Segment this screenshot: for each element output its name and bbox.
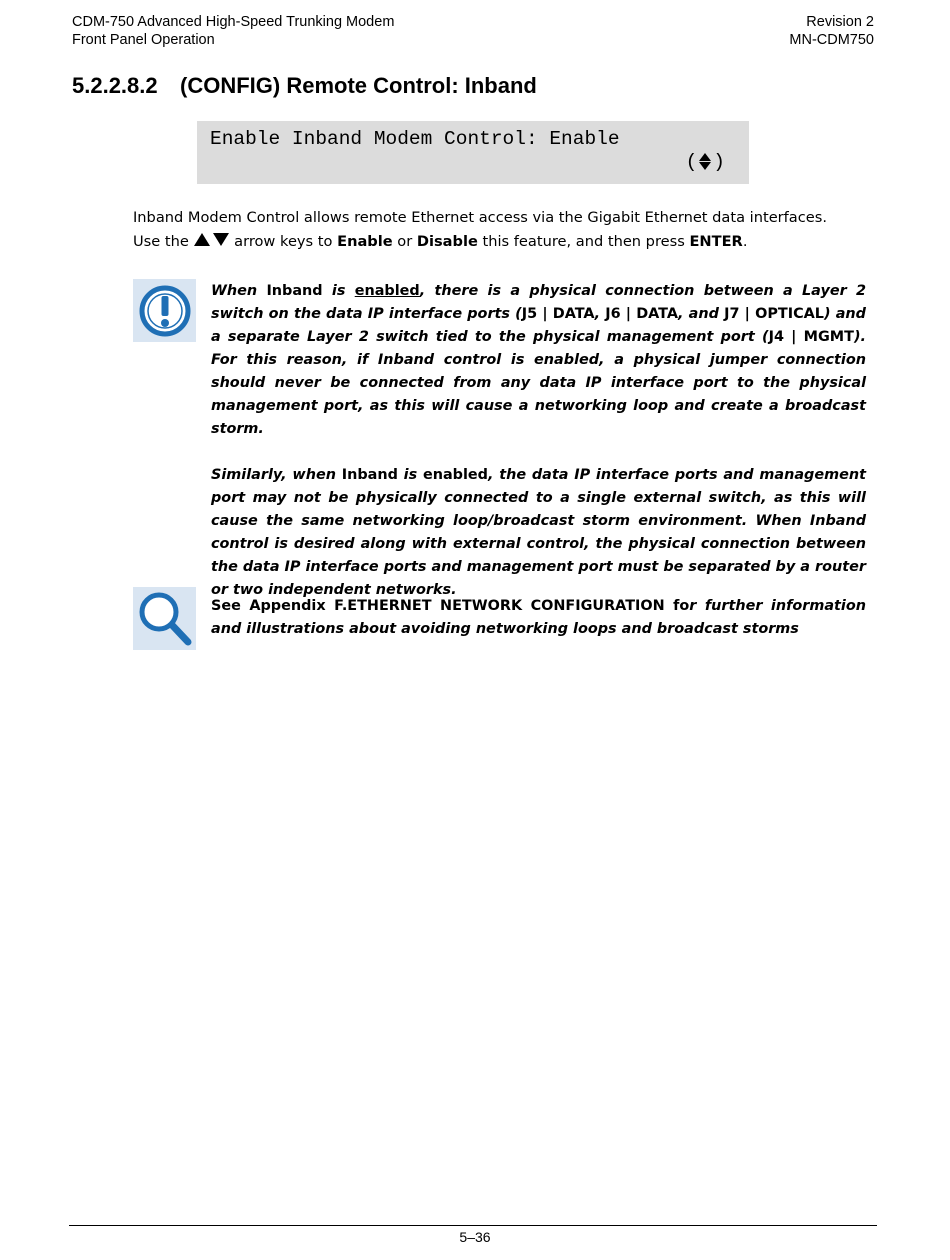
note-text-run: is [397, 467, 423, 483]
keyword-enabled: enabled [422, 467, 488, 483]
paragraph-spacer [211, 441, 866, 464]
note-text-run: When [211, 283, 267, 299]
up-arrow-icon [699, 153, 711, 161]
header-revision: Revision 2 [806, 14, 874, 30]
header-chapter: Front Panel Operation [72, 32, 215, 48]
page-header-right [789, 13, 874, 49]
front-panel-lcd [197, 121, 749, 184]
note-text-run: , [594, 306, 606, 322]
keyword-disable: Disable [416, 233, 478, 250]
caution-icon-box [133, 279, 196, 342]
caution-exclamation-icon [138, 284, 192, 338]
body-text-run: arrow keys to [229, 233, 338, 250]
reference-icon-box [133, 587, 196, 650]
body-text-run: or [392, 233, 417, 250]
body-text-run: . [742, 233, 748, 250]
lcd-paren-open: ( [685, 151, 698, 173]
keyword-enable: Enable [337, 233, 393, 250]
footer-divider [69, 1225, 877, 1226]
note-text-run: ). For this reason, if Inband control is enabled, a physical jumper connection should never be connected from any data IP interface port to the physical management port, as this will cause a networking loop and create a broadcast storm. [211, 329, 866, 437]
lcd-paren-close: ) [713, 151, 725, 173]
body-paragraph [133, 206, 874, 254]
reference-note [211, 595, 866, 641]
section-title: (CONFIG) Remote Control: Inband [180, 73, 537, 98]
magnifier-icon [135, 589, 195, 649]
port-j7: J7 | OPTICAL [724, 306, 824, 322]
note-text-run: r further information and illustrations about avoiding networking loops and broadcast storms [211, 598, 866, 637]
body-text-run: this feature, and then press [477, 233, 690, 250]
down-arrow-icon [699, 162, 711, 171]
caution-note [211, 280, 866, 602]
lcd-line-1: Enable Inband Modem Control: Enable [210, 128, 620, 150]
note-text-run: is [322, 283, 355, 299]
up-down-arrows-icon [699, 153, 711, 171]
note-text-run: , and [678, 306, 725, 322]
appendix-reference: See Appendix F.ETHERNET NETWORK CONFIGURATION fo [211, 598, 690, 614]
note-text-run: Similarly, when [211, 467, 342, 483]
note-text-run: ) and a separate Layer 2 switch tied to the physical management port ( [211, 306, 866, 345]
note-text-run: , there is a physical connection between a Layer 2 switch on the data IP interface ports ( [211, 283, 866, 322]
note-text-run: , the data IP interface ports and management port may not be physically connected to a single external switch, as this will cause the same networking loop/broadcast storm environment. When Inband control is desired along with external control, the physical connection between the data IP interface ports and management port must be separated by a router or two independent networks. [211, 467, 866, 598]
page-number: 5–36 [459, 1229, 491, 1245]
keyword-inband: Inband [341, 467, 398, 483]
header-doc-title: CDM-750 Advanced High-Speed Trunking Modem [72, 14, 395, 30]
lcd-line-2 [686, 151, 725, 173]
caution-paragraph-2 [211, 464, 866, 602]
caution-paragraph-1 [211, 280, 866, 441]
port-j4: J4 | MGMT [768, 329, 854, 345]
section-heading [72, 73, 537, 99]
section-number: 5.2.2.8.2 [72, 73, 158, 98]
body-line-1: Inband Modem Control allows remote Ethernet access via the Gigabit Ethernet data interfaces. [133, 209, 827, 226]
port-j6: J6 | DATA [605, 306, 679, 322]
keyword-inband: Inband [266, 283, 323, 299]
body-text-run: Use the [133, 233, 194, 250]
up-down-keys-icon [194, 233, 230, 247]
port-j5: J5 | DATA [521, 306, 595, 322]
header-doc-number: MN-CDM750 [789, 32, 874, 48]
keyword-enter: ENTER [689, 233, 743, 250]
page-header-left [72, 13, 394, 49]
keyword-enabled: enabled [354, 283, 420, 299]
body-line-2 [133, 230, 874, 254]
